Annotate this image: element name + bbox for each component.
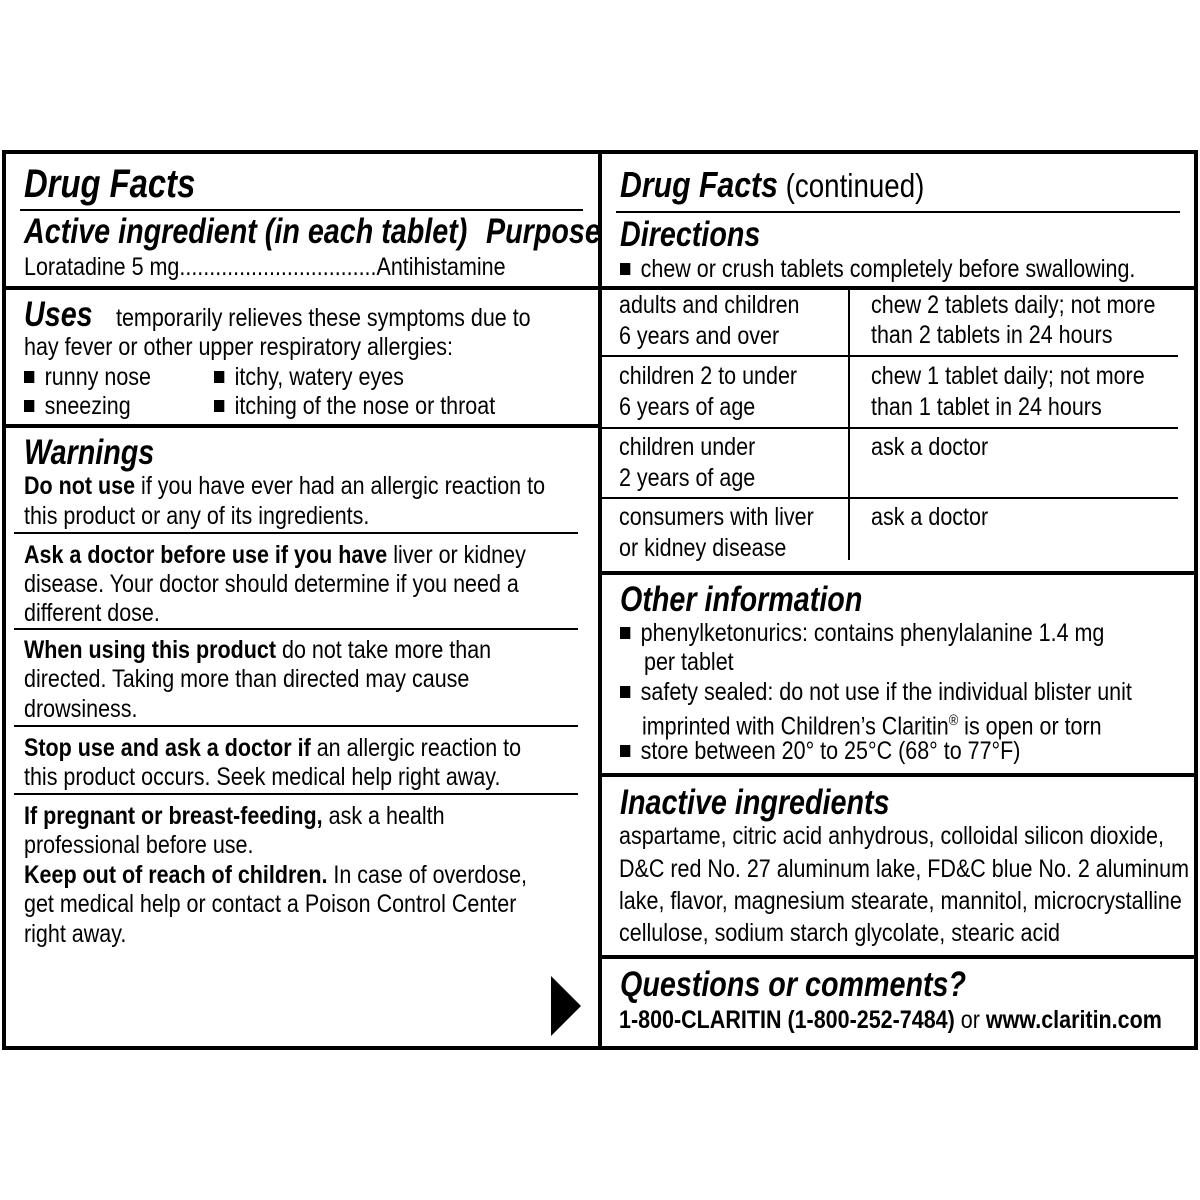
inactive-ingredients-line: aspartame, citric acid anhydrous, colloidal silicon dioxide, [619,822,1164,850]
table-cell-who: 6 years and over [619,322,780,350]
divider [14,532,578,534]
keep-out-line-1: Keep out of reach of children. In case of overdose, [24,861,528,889]
table-row-divider [600,427,1178,429]
directions-bullet: chew or crush tablets completely before swallowing. [620,254,1135,284]
when-using-line-1: When using this product do not take more than [24,636,492,664]
section-divider [600,571,1196,575]
section-divider [600,773,1196,777]
drug-facts-title: Drug Facts [24,162,196,206]
section-divider [6,286,598,290]
table-cell-who: 2 years of age [619,464,756,492]
bullet-square-icon [214,371,224,383]
table-cell-dose: than 1 tablet in 24 hours [871,393,1102,421]
list-item: itchy, watery eyes [214,362,404,392]
divider [20,209,583,211]
uses-heading: Uses [24,295,93,334]
when-using-line-2: directed. Taking more than directed may cause [24,665,470,693]
other-info-line: phenylketonurics: contains phenylalanine 1.4 mg [620,618,1104,648]
keep-out-line-3: right away. [24,920,127,948]
table-cell-dose: ask a doctor [871,433,989,461]
stop-use-line-1: Stop use and ask a doctor if an allergic reaction to [24,734,522,762]
ask-doctor-line-1: Ask a doctor before use if you have liver or kidney [24,541,526,569]
table-cell-who: adults and children [619,291,800,319]
uses-intro-line-1: temporarily relieves these symptoms due to [116,304,531,332]
continued-title: Drug Facts (continued) [620,164,925,205]
triangle-right-icon [549,974,583,1038]
active-ingredient-heading: Active ingredient (in each tablet) [24,212,468,251]
list-item: itching of the nose or throat [214,391,495,421]
when-using-line-3: drowsiness. [24,695,138,723]
other-information-heading: Other information [620,580,863,619]
bullet-square-icon [24,371,34,383]
website-link: www.claritin.com [985,1006,1162,1034]
ask-doctor-line-2: disease. Your doctor should determine if you need a [24,570,519,598]
inactive-ingredients-line: D&C red No. 27 aluminum lake, FD&C blue No. 2 aluminum [619,855,1189,883]
pregnant-line-1: If pregnant or breast-feeding, ask a health [24,802,445,830]
table-cell-who: 6 years of age [619,393,756,421]
phone-number: 1-800-CLARITIN (1-800-252-7484) [619,1006,955,1034]
contact-line: 1-800-CLARITIN (1-800-252-7484) or www.claritin.com [619,1006,1162,1034]
list-item: runny nose [24,362,151,392]
table-column-divider [848,290,850,560]
table-cell-dose: chew 1 tablet daily; not more [871,362,1145,390]
keep-out-line-2: get medical help or contact a Poison Control Center [24,890,517,918]
table-cell-dose: ask a doctor [871,503,989,531]
other-info-line: safety sealed: do not use if the individual blister unit [620,677,1132,707]
table-cell-dose: than 2 tablets in 24 hours [871,321,1113,349]
table-cell-who: children under [619,433,756,461]
table-cell-who: or kidney disease [619,534,787,562]
other-info-line: per tablet [644,648,734,676]
ask-doctor-line-3: different dose. [24,599,160,627]
bullet-square-icon [620,263,630,275]
inactive-ingredients-line: lake, flavor, magnesium stearate, mannitol, microcrystalline [619,887,1182,915]
inactive-ingredients-line: cellulose, sodium starch glycolate, stearic acid [619,919,1060,947]
pregnant-line-2: professional before use. [24,831,254,859]
other-info-line: store between 20° to 25°C (68° to 77°F) [620,736,1020,766]
bullet-square-icon [620,745,630,757]
purpose-heading: Purpose [486,212,601,251]
table-cell-who: children 2 to under [619,362,798,390]
divider [14,725,578,727]
uses-intro-line-2: hay fever or other upper respiratory allergies: [24,333,454,361]
do-not-use-line-1: Do not use if you have ever had an allergic reaction to [24,472,546,500]
stop-use-line-2: this product occurs. Seek medical help right away. [24,763,501,791]
other-info-line: imprinted with Children’s Claritin® is open or torn [642,712,1102,741]
do-not-use-line-2: this product or any of its ingredients. [24,502,370,530]
list-item: sneezing [24,391,131,421]
bullet-square-icon [620,686,630,698]
section-divider [600,955,1196,959]
questions-heading: Questions or comments? [620,965,967,1004]
bullet-square-icon [214,400,224,412]
inactive-ingredients-heading: Inactive ingredients [620,783,890,822]
divider [616,211,1180,213]
section-divider [6,424,598,428]
table-cell-who: consumers with liver [619,503,814,531]
bullet-square-icon [620,627,630,639]
table-cell-dose: chew 2 tablets daily; not more [871,291,1156,319]
warnings-heading: Warnings [24,433,155,472]
divider [14,628,578,630]
active-ingredient-line: Loratadine 5 mg.................................Antihistamine [24,253,506,281]
table-row-divider [600,355,1178,357]
bullet-square-icon [24,400,34,412]
divider [14,793,578,795]
registered-mark: ® [948,712,959,729]
table-row-divider [600,497,1178,499]
directions-heading: Directions [620,215,761,254]
